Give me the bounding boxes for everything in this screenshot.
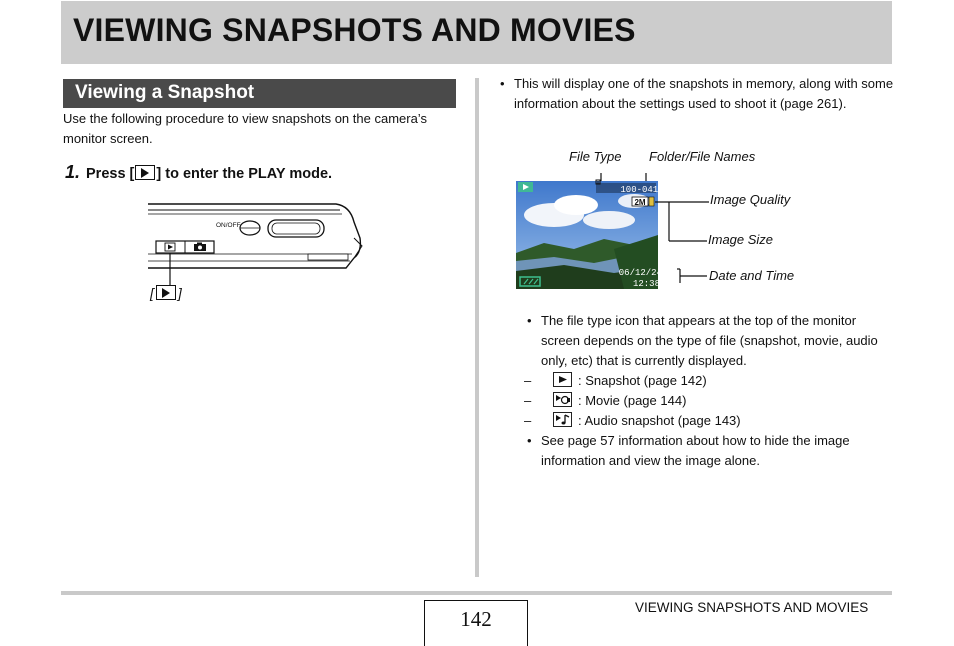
callout-image-size: Image Size	[708, 232, 774, 247]
sub-label: : Movie (page 144)	[578, 393, 687, 408]
sub-label: : Snapshot (page 142)	[578, 373, 707, 388]
section-title: Viewing a Snapshot	[75, 82, 255, 103]
callout-folder-file-names: Folder/File Names	[649, 149, 756, 164]
file-type-bullets	[524, 311, 884, 471]
movie-icon	[553, 392, 572, 407]
bullet-file-type: • The file type icon that appears at the top of the monitor screen depends on the type of file (snapshot, movie, audio only, etc) that is currently displayed.	[524, 311, 884, 371]
footer-section-title: VIEWING SNAPSHOTS AND MOVIES	[635, 600, 869, 615]
monitor-screen	[514, 165, 714, 295]
play-button-icon	[135, 165, 155, 180]
step-text-before: Press [	[86, 166, 135, 182]
play-button-callout	[150, 285, 182, 301]
sub-dash: –	[524, 413, 532, 428]
intro-paragraph: Use the following procedure to view snapshots on the camera’s monitor screen.	[63, 111, 427, 146]
callout-bracket-open: [	[150, 285, 154, 301]
bullet-hide-info: • See page 57 information about how to hide the image information and view the image alone.	[524, 431, 884, 471]
column-divider	[475, 78, 479, 577]
callout-file-type: File Type	[569, 149, 622, 164]
bullet-display-info: • This will display one of the snapshots in memory, along with some information about the settings used to shoot it (page 261).	[497, 74, 906, 114]
sub-item-snapshot	[524, 371, 884, 391]
step-text-after: ] to enter the PLAY mode.	[156, 166, 333, 182]
page-title: VIEWING SNAPSHOTS AND MOVIES	[73, 12, 636, 48]
audio-snapshot-icon	[553, 412, 572, 427]
overlay-date: 06/12/24	[618, 268, 662, 278]
step-number: 1.	[65, 162, 81, 182]
play-triangle-icon	[165, 243, 175, 251]
page-number: 142	[460, 607, 492, 631]
callout-date-time: Date and Time	[709, 268, 795, 283]
overlay-folder-file: 100-0414	[620, 185, 664, 195]
on-off-label: ON/OFF	[216, 222, 241, 229]
sub-item-movie	[524, 391, 884, 411]
play-callout-icon	[156, 285, 176, 300]
footer-rule	[61, 591, 892, 595]
sub-label: : Audio snapshot (page 143)	[578, 413, 741, 428]
snapshot-icon	[553, 372, 572, 387]
sub-item-audio-snapshot	[524, 411, 884, 431]
overlay-time: 12:38	[632, 279, 660, 289]
sub-dash: –	[524, 373, 532, 388]
callout-bracket-close: ]	[177, 285, 182, 301]
sub-dash: –	[524, 393, 532, 408]
overlay-size: 2M	[634, 198, 646, 207]
step-1	[65, 162, 332, 183]
callout-image-quality: Image Quality	[710, 192, 791, 207]
